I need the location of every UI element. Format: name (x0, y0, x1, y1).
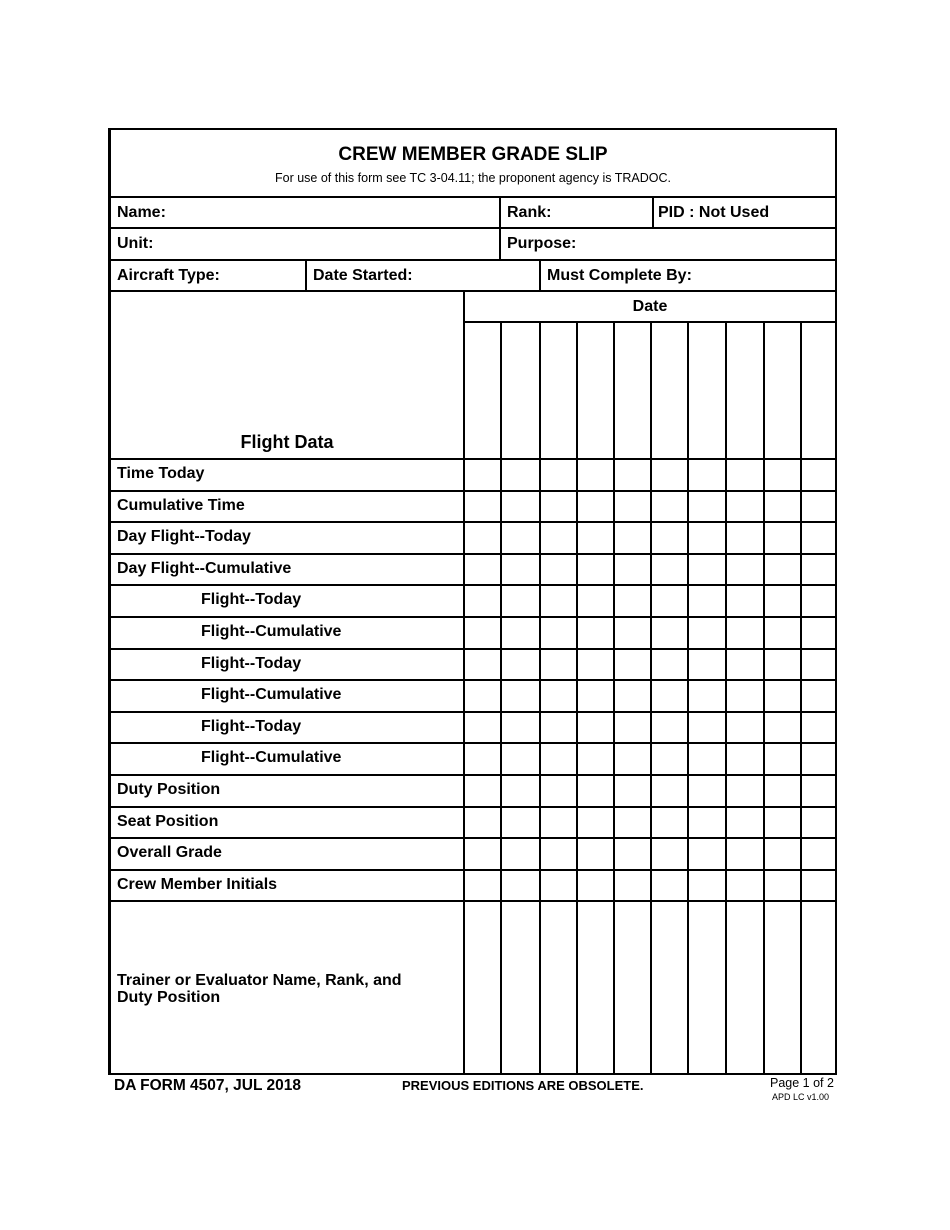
page-number: Page 1 of 2 (770, 1076, 834, 1090)
trainer-label-line1: Trainer or Evaluator Name, Rank, and (117, 972, 402, 989)
pid-field[interactable]: PID : Not Used (658, 204, 770, 221)
trainer-label (117, 972, 402, 1006)
row-label: Cumulative Time (117, 497, 245, 514)
row-label: Overall Grade (117, 844, 222, 861)
row-label: Flight--Today (201, 655, 302, 672)
row-label: Flight--Today (201, 718, 302, 735)
rank-field[interactable]: Rank: (507, 204, 552, 221)
must-complete-by-field[interactable]: Must Complete By: (547, 267, 692, 284)
name-field[interactable]: Name: (117, 204, 166, 221)
purpose-field[interactable]: Purpose: (507, 235, 577, 252)
row-label: Time Today (117, 465, 205, 482)
flight-data-header: Flight Data (240, 432, 334, 452)
form-id: DA FORM 4507, JUL 2018 (114, 1077, 301, 1094)
grade-slip-form (108, 128, 837, 1075)
row-label: Day Flight--Today (117, 528, 251, 545)
unit-field[interactable]: Unit: (117, 235, 154, 252)
row-label: Seat Position (117, 813, 219, 830)
row-label: Day Flight--Cumulative (117, 560, 292, 577)
form-subtitle: For use of this form see TC 3-04.11; the proponent agency is TRADOC. (274, 171, 672, 185)
row-label: Flight--Cumulative (201, 686, 342, 703)
aircraft-type-field[interactable]: Aircraft Type: (117, 267, 220, 284)
date-started-field[interactable]: Date Started: (313, 267, 413, 284)
row-label: Flight--Today (201, 591, 302, 608)
row-label: Flight--Cumulative (201, 623, 342, 640)
date-header: Date (632, 298, 668, 315)
form-title: CREW MEMBER GRADE SLIP (338, 144, 608, 165)
row-label: Crew Member Initials (117, 876, 278, 893)
trainer-label-line2: Duty Position (117, 989, 221, 1006)
row-label: Flight--Cumulative (201, 749, 342, 766)
obsolete-note: PREVIOUS EDITIONS ARE OBSOLETE. (402, 1078, 644, 1093)
row-label: Duty Position (117, 781, 221, 798)
version-label: APD LC v1.00 (772, 1092, 830, 1102)
